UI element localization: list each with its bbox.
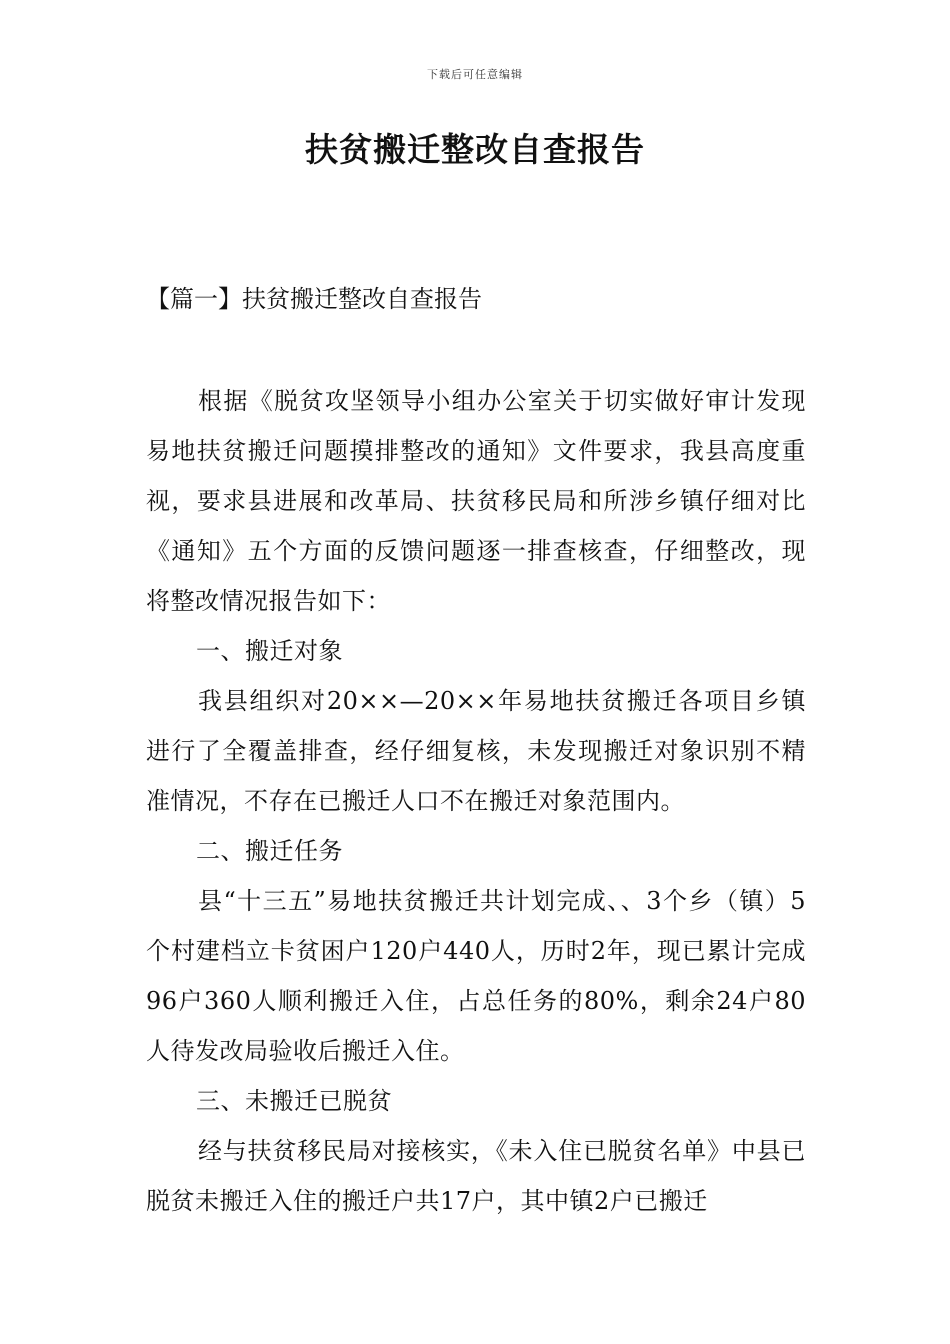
header-note: 下载后可任意编辑 xyxy=(427,68,523,81)
body-text xyxy=(146,376,806,1226)
section-heading: 【篇一】扶贫搬迁整改自查报告 xyxy=(146,285,482,313)
subheading-relocation-tasks: 二、搬迁任务 xyxy=(196,837,343,865)
subheading-relocation-targets: 一、搬迁对象 xyxy=(196,637,343,665)
paragraph-relocation-tasks: 县“十三五”易地扶贫搬迁共计划完成、、3个乡（镇）5个村建档立卡贫困户120户440人，历时2年，现已累计完成96户360人顺利搬迁入住，占总任务的80%，剩余24户80人待发改局验收后搬迁入住。 xyxy=(146,887,806,1065)
document-title: 扶贫搬迁整改自查报告 xyxy=(305,130,645,169)
subheading-not-relocated: 三、未搬迁已脱贫 xyxy=(196,1087,392,1115)
paragraph-not-relocated: 经与扶贫移民局对接核实，《未入住已脱贫名单》中县已脱贫未搬迁入住的搬迁户共17户，其中镇2户已搬迁 xyxy=(146,1137,806,1215)
paragraph-relocation-targets: 我县组织对20××—20××年易地扶贫搬迁各项目乡镇进行了全覆盖排查，经仔细复核，未发现搬迁对象识别不精准情况，不存在已搬迁人口不在搬迁对象范围内。 xyxy=(146,687,806,815)
paragraph-intro: 根据《脱贫攻坚领导小组办公室关于切实做好审计发现易地扶贫搬迁问题摸排整改的通知》文件要求，我县高度重视，要求县进展和改革局、扶贫移民局和所涉乡镇仔细对比《通知》五个方面的反馈问题逐一排查核查，仔细整改，现将整改情况报告如下： xyxy=(146,387,806,615)
